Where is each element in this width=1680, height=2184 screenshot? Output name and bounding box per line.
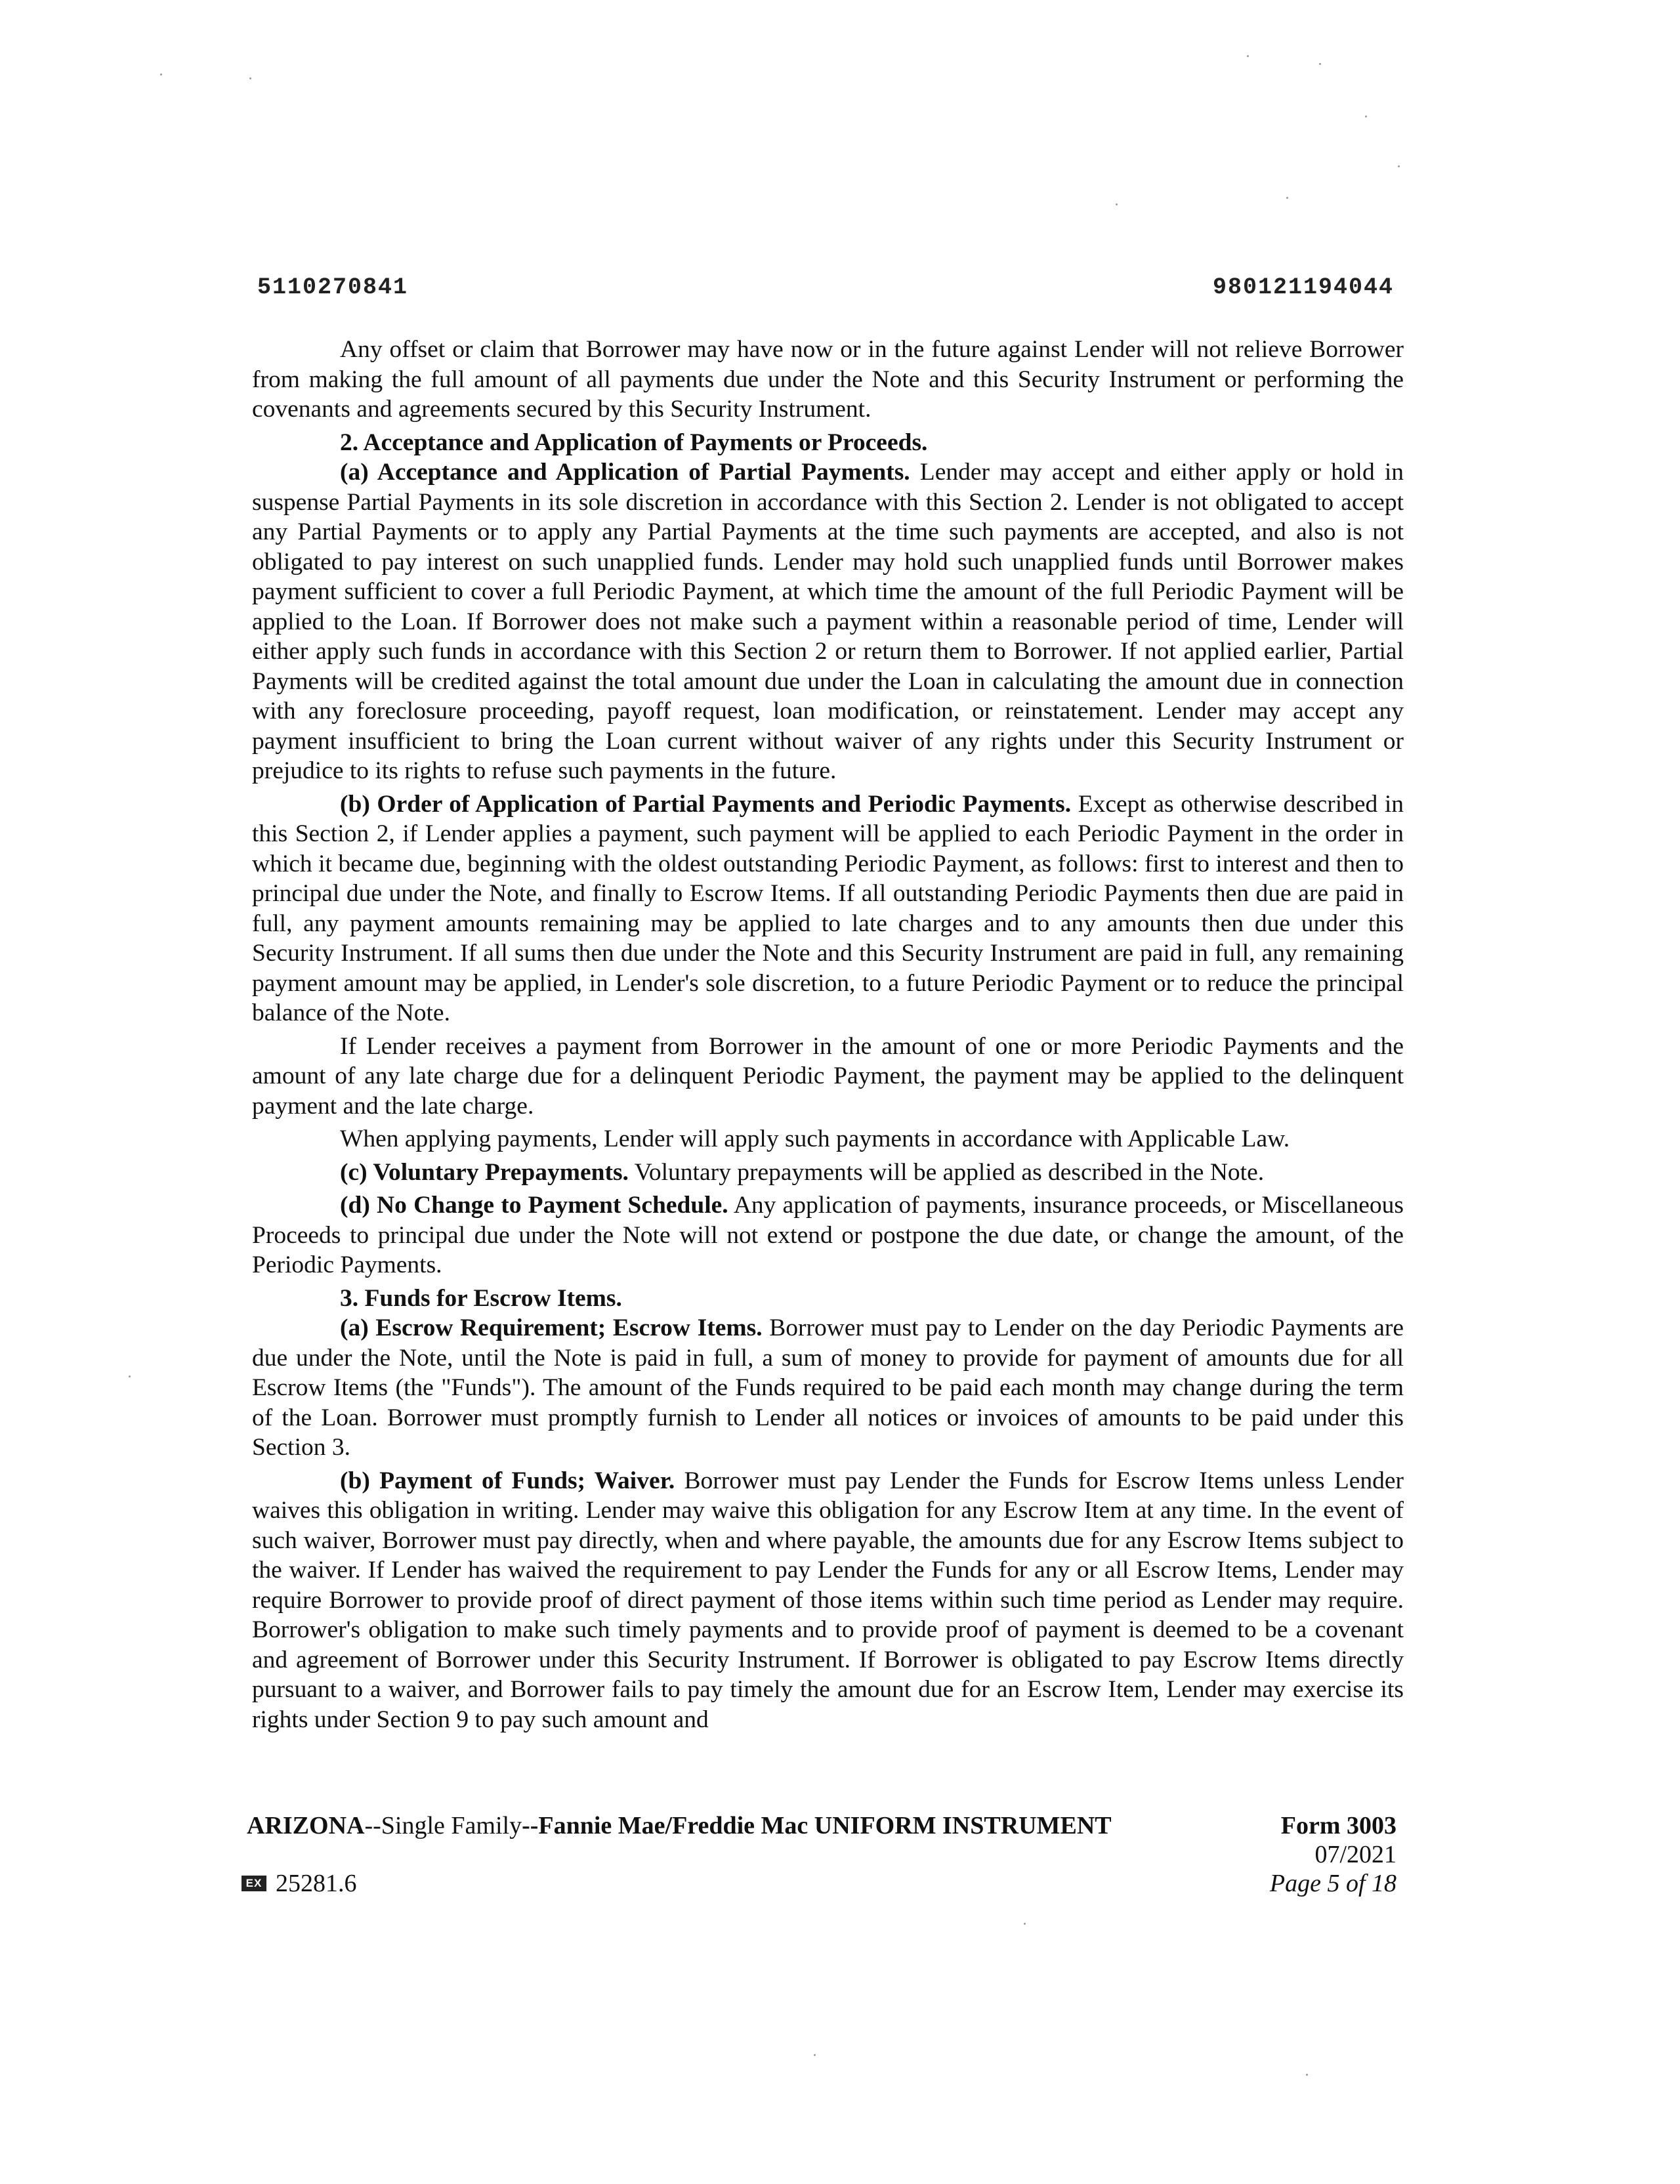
applicable-law-paragraph: [252, 1124, 1404, 1154]
intro-text: Any offset or claim that Borrower may have now or in the future against Lender will not relieve Borrower from making the full amount of all payments due under the Note and this Security Instrument or performing the covenants and agreements secured by this Security Instrument.: [252, 336, 1404, 423]
section-2b-text: Except as otherwise described in this Section 2, if Lender applies a payment, such payment will be applied to each Periodic Payment in the order in which it became due, beginning with the oldest outstanding Periodic Payment, as follows: first to interest and then to principal due under the Note, and finally to Escrow Items. If all outstanding Periodic Payments then due are paid in full, any payment amounts remaining may be applied to late charges and to any amounts then due under this Security Instrument. If all sums then due under the Note and this Security Instrument are paid in full, any remaining payment amount may be applied, in Lender's sole discretion, to a future Periodic Payment or to reduce the principal balance of the Note.: [252, 790, 1404, 1026]
scan-speck: [1286, 197, 1288, 199]
section-2d-title: (d) No Change to Payment Schedule.: [340, 1192, 728, 1219]
scan-speck: [249, 77, 251, 79]
scan-speck: [1398, 165, 1400, 167]
section-3-title: 3. Funds for Escrow Items.: [340, 1284, 622, 1312]
section-3a-title: (a) Escrow Requirement; Escrow Items.: [340, 1314, 763, 1341]
form-separator: --: [364, 1812, 381, 1839]
form-family: Single Family: [381, 1812, 522, 1839]
form-agency: Fannie Mae/Freddie Mac UNIFORM INSTRUMENT: [538, 1812, 1112, 1839]
section-2-title: 2. Acceptance and Application of Payments or Proceeds.: [340, 429, 928, 456]
scan-speck: [160, 74, 162, 75]
late-charge-text: If Lender receives a payment from Borrower in the amount of one or more Periodic Payments and the amount of any late charge due for a delinquent Periodic Payment, the payment may be applied to the delinquent payment and the late charge.: [252, 1032, 1404, 1120]
section-2a-title: (a) Acceptance and Application of Partial Payments.: [340, 459, 910, 486]
late-charge-paragraph: [252, 1032, 1404, 1122]
form-number: Form 3003: [1280, 1812, 1396, 1839]
form-date: 07/2021: [1314, 1841, 1396, 1868]
ellie-mae-logo-icon: EX: [242, 1876, 266, 1891]
intro-paragraph: [252, 335, 1404, 425]
section-2-heading: [252, 428, 1404, 458]
document-code: [242, 1869, 357, 1898]
scan-speck: [1247, 55, 1249, 57]
section-2b-title: (b) Order of Application of Partial Payments and Periodic Payments.: [340, 790, 1072, 818]
section-2c-paragraph: [252, 1158, 1404, 1188]
scan-speck: [1319, 63, 1321, 65]
document-body: [252, 335, 1404, 1738]
section-3a-text: Borrower must pay to Lender on the day Periodic Payments are due under the Note, until the Note is paid in full, a sum of money to provide for payment of amounts due for all Escrow Items (the "Funds"). The amount of the Funds required to be paid each month may change during the term of the Loan. Borrower must promptly furnish to Lender all notices or invoices of amounts to be paid under this Section 3.: [252, 1314, 1404, 1461]
section-3b-text: Borrower must pay Lender the Funds for Escrow Items unless Lender waives this obligation in writing. Lender may waive this obligation for any Escrow Item at any time. In the event of such waiver, Borrower must pay directly, when and where payable, the amounts due for any Escrow Items subject to the waiver. If Lender has waived the requirement to pay Lender the Funds for any or all Escrow Items, Lender may require Borrower to provide proof of direct payment of those items within such time period as Lender may require. Borrower's obligation to make such timely payments and to provide proof of payment is deemed to be a covenant and agreement of Borrower under this Security Instrument. If Borrower is obligated to pay Escrow Items directly pursuant to a waiver, and Borrower fails to pay timely the amount due for an Escrow Item, Lender may exercise its rights under Section 9 to pay such amount and: [252, 1467, 1404, 1733]
scan-speck: [1024, 1923, 1026, 1925]
scan-speck: [814, 2054, 816, 2056]
scan-speck: [1365, 116, 1367, 117]
form-title: [247, 1811, 1112, 1840]
section-3a-paragraph: [252, 1313, 1404, 1463]
section-3-heading: [252, 1284, 1404, 1314]
document-number: 980121194044: [1212, 274, 1394, 301]
section-3b-title: (b) Payment of Funds; Waiver.: [340, 1467, 675, 1494]
form-separator: --: [522, 1812, 539, 1839]
section-2a-paragraph: [252, 457, 1404, 786]
form-state: ARIZONA: [247, 1812, 365, 1839]
page-number: Page 5 of 18: [1269, 1870, 1396, 1897]
form-info: [1270, 1811, 1396, 1898]
scan-speck: [1116, 203, 1118, 205]
scan-speck: [1306, 2074, 1308, 2076]
section-2d-paragraph: [252, 1190, 1404, 1280]
document-code-text: 25281.6: [276, 1870, 357, 1897]
section-2c-title: (c) Voluntary Prepayments.: [340, 1158, 629, 1186]
scan-speck: [129, 1376, 131, 1377]
section-2a-text: Lender may accept and either apply or hold in suspense Partial Payments in its sole discretion in accordance with this Section 2. Lender is not obligated to accept any Partial Payments or to apply any Partial Payments at the time such payments are accepted, and also is not obligated to pay interest on such unapplied funds. Lender may hold such unapplied funds until Borrower makes payment sufficient to cover a full Periodic Payment, at which time the amount of the full Periodic Payment will be applied to the Loan. If Borrower does not make such a payment within a reasonable period of time, Lender will either apply such funds in accordance with this Section 2 or return them to Borrower. If not applied earlier, Partial Payments will be credited against the total amount due under the Loan in calculating the amount due in connection with any foreclosure proceeding, payoff request, loan modification, or reinstatement. Lender may accept any payment insufficient to bring the Loan current without waiver of any rights under this Security Instrument or prejudice to its rights to refuse such payments in the future.: [252, 459, 1404, 784]
section-2d-text: Any application of payments, insurance proceeds, or Miscellaneous Proceeds to principal due under the Note will not extend or postpone the due date, or change the amount, of the Periodic Payments.: [252, 1192, 1404, 1278]
loan-number: 5110270841: [257, 274, 409, 301]
applicable-law-text: When applying payments, Lender will apply such payments in accordance with Applicable Law.: [340, 1125, 1290, 1152]
section-2b-paragraph: [252, 789, 1404, 1028]
section-2c-text: Voluntary prepayments will be applied as described in the Note.: [634, 1158, 1265, 1186]
section-3b-paragraph: [252, 1466, 1404, 1735]
